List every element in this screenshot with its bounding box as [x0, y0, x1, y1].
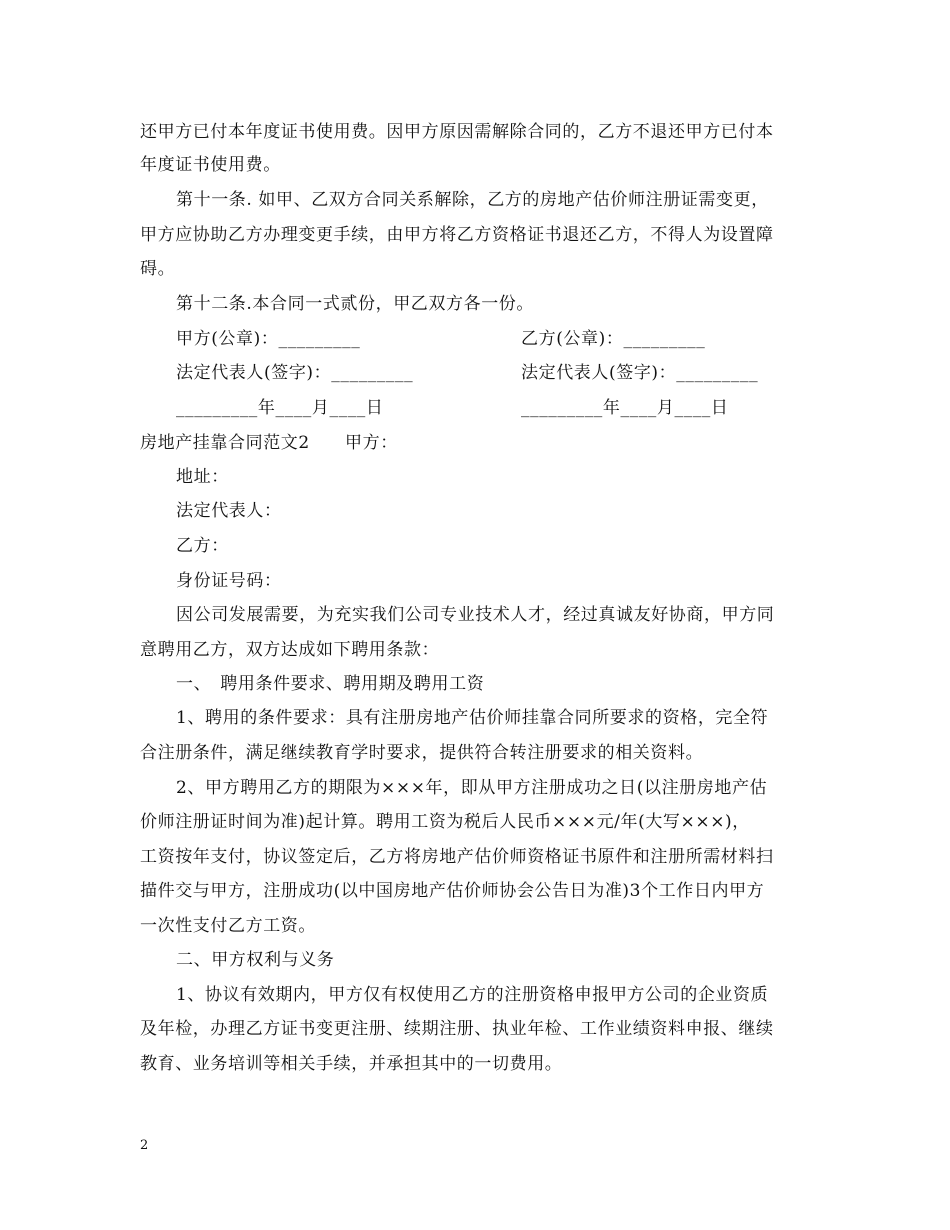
text-line: 因公司发展需要，为充实我们公司专业技术人才，经过真诚友好协商，甲方同: [176, 605, 775, 625]
text-line: 工资按年支付，协议签定后，乙方将房地产估价师资格证书原件和注册所需材料扫: [140, 847, 774, 867]
party-a-date-line: _________年____月____日: [176, 398, 384, 418]
party-a-representative-line: 法定代表人(签字)：_________: [176, 363, 414, 383]
party-b-seal-line: 乙方(公章)：_________: [521, 329, 706, 349]
text-line: 价师注册证时间为准)起计算。聘用工资为税后人民币×××元/年(大写×××)，: [140, 812, 750, 832]
text-line: 地址：: [176, 467, 229, 487]
text-line: 甲方应协助乙方办理变更手续，由甲方将乙方资格证书退还乙方，不得人为设置障: [140, 225, 774, 245]
text-line: 碍。: [140, 259, 176, 279]
section-heading: 二、甲方权利与义务: [176, 950, 335, 970]
page-number: 2: [140, 1138, 149, 1153]
text-line: 年度证书使用费。: [140, 155, 281, 175]
text-line: 意聘用乙方，双方达成如下聘用条款：: [140, 640, 440, 660]
text-line: 第十二条.本合同一式贰份，甲乙双方各一份。: [176, 294, 535, 314]
party-b-representative-line: 法定代表人(签字)：_________: [521, 363, 759, 383]
text-line: 描件交与甲方，注册成功(以中国房地产估价师协会公告日为准)3个工作日内甲方: [140, 881, 765, 901]
text-line: 第十一条. 如甲、乙双方合同关系解除，乙方的房地产估价师注册证需变更，: [176, 190, 769, 210]
text-line: 法定代表人：: [176, 501, 282, 521]
text-line: 2、甲方聘用乙方的期限为×××年，即从甲方注册成功之日(以注册房地产估: [176, 778, 768, 798]
text-line: 合注册条件，满足继续教育学时要求，提供符合转注册要求的相关资料。: [140, 743, 704, 763]
text-line: 一次性支付乙方工资。: [140, 916, 316, 936]
text-line: 乙方：: [176, 536, 229, 556]
party-b-date-line: _________年____月____日: [521, 398, 729, 418]
section-heading: 房地产挂靠合同范文2 甲方：: [140, 433, 398, 453]
party-a-seal-line: 甲方(公章)：_________: [176, 329, 361, 349]
text-line: 身份证号码：: [176, 571, 282, 591]
text-line: 及年检，办理乙方证书变更注册、续期注册、执业年检、工作业绩资料申报、继续: [140, 1019, 774, 1039]
text-line: 1、协议有效期内，甲方仅有权使用乙方的注册资格申报甲方公司的企业资质: [176, 985, 769, 1005]
section-heading: 一、 聘用条件要求、聘用期及聘用工资: [176, 674, 485, 694]
text-line: 还甲方已付本年度证书使用费。因甲方原因需解除合同的，乙方不退还甲方已付本: [140, 122, 774, 142]
text-line: 1、聘用的条件要求：具有注册房地产估价师挂靠合同所要求的资格，完全符: [176, 708, 769, 728]
text-line: 教育、业务培训等相关手续，并承担其中的一切费用。: [140, 1054, 563, 1074]
